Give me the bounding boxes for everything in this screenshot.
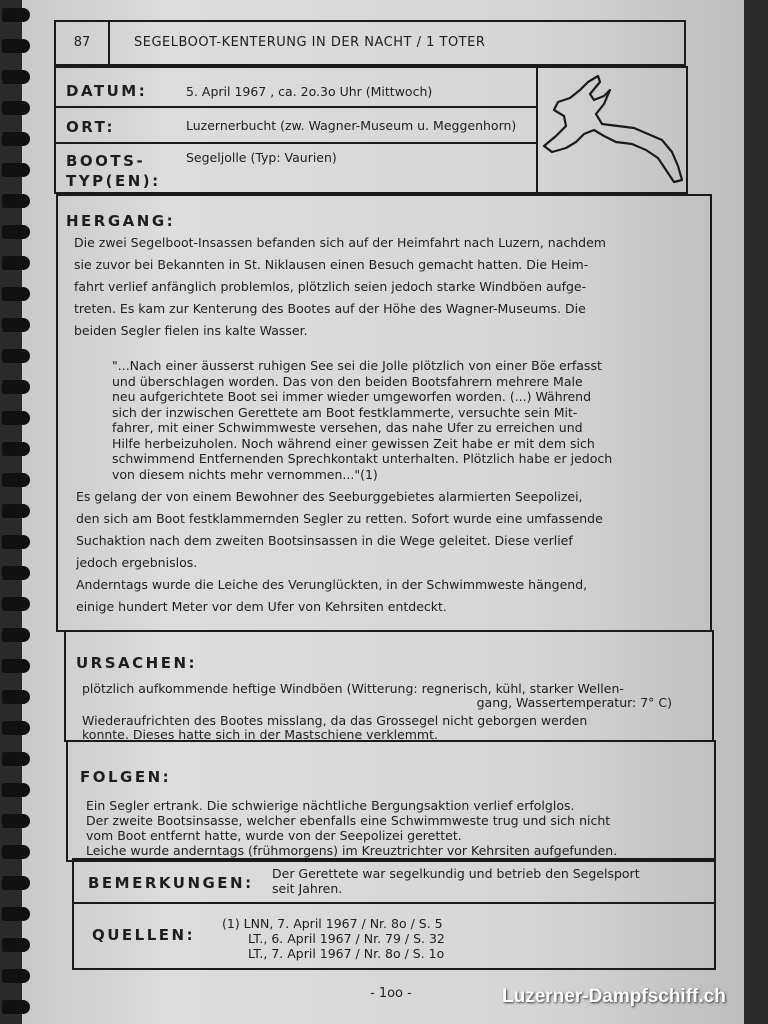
header-box xyxy=(54,20,686,66)
text-line: jedoch ergebnislos. xyxy=(76,555,198,570)
binding-ring xyxy=(2,411,30,425)
hergang-quote xyxy=(112,358,690,482)
info-box xyxy=(54,66,538,194)
text-line: Wiederaufrichten des Bootes misslang, da das Grossegel nicht geborgen werden xyxy=(82,713,588,728)
binding-ring xyxy=(2,349,30,363)
map-box xyxy=(536,66,688,194)
text-line: seit Jahren. xyxy=(272,881,343,896)
binding-ring xyxy=(2,845,30,859)
folgen-box xyxy=(66,740,716,862)
bemerkungen-text xyxy=(272,866,640,896)
folgen-label: FOLGEN: xyxy=(80,768,172,786)
quellen-box xyxy=(72,902,716,970)
hergang-label: HERGANG: xyxy=(66,212,176,230)
report-number: 87 xyxy=(56,22,110,64)
text-line: treten. Es kam zur Kenterung des Bootes auf der Höhe des Wagner-Museums. Die xyxy=(74,301,586,316)
binding-ring xyxy=(2,535,30,549)
text-line: den sich am Boot festklammernden Segler zu retten. Sofort wurde eine umfassende xyxy=(76,511,603,526)
hergang-para2 xyxy=(76,486,690,618)
text-line: beiden Segler fielen ins kalte Wasser. xyxy=(74,323,308,338)
ursachen-text xyxy=(82,682,702,742)
ursachen-label: URSACHEN: xyxy=(76,654,198,672)
binding-ring xyxy=(2,39,30,53)
binding-ring xyxy=(2,194,30,208)
bootstyp-label-2: TYP(EN): xyxy=(66,172,161,190)
text-line: sie zuvor bei Bekannten in St. Niklausen einen Besuch gemacht hatten. Die Heim- xyxy=(74,257,589,272)
text-line: Die zwei Segelboot-Insassen befanden sich auf der Heimfahrt nach Luzern, nachdem xyxy=(74,235,606,250)
text-line: von diesem nichts mehr vernommen..."(1) xyxy=(112,466,378,482)
binding-ring xyxy=(2,659,30,673)
report-title: SEGELBOOT-KENTERUNG IN DER NACHT / 1 TOTER xyxy=(134,35,486,50)
text-line: LT., 7. April 1967 / Nr. 8o / S. 1o xyxy=(248,946,445,961)
binding-ring xyxy=(2,814,30,828)
text-line: Ein Segler ertrank. Die schwierige nächtliche Bergungsaktion verlief erfolglos. xyxy=(86,798,575,813)
text-line: vom Boot entfernt hatte, wurde von der Seepolizei gerettet. xyxy=(86,828,462,843)
binding-ring xyxy=(2,783,30,797)
binding-ring xyxy=(2,566,30,580)
text-line: sich der inzwischen Gerettete am Boot festklammerte, versuchte sein Mit- xyxy=(112,404,578,420)
lake-map-icon xyxy=(538,68,686,192)
page-number: - 1oo - xyxy=(370,986,412,1001)
text-line: konnte. Dieses hatte sich in der Mastschiene verklemmt. xyxy=(82,727,438,742)
binding-ring xyxy=(2,1000,30,1014)
binding-ring xyxy=(2,752,30,766)
ort-value: Luzernerbucht (zw. Wagner-Museum u. Meggenhorn) xyxy=(186,118,517,133)
binding-ring xyxy=(2,318,30,332)
binding-ring xyxy=(2,70,30,84)
text-line: Suchaktion nach dem zweiten Bootsinsassen in die Wege geleitet. Diese verlief xyxy=(76,533,573,548)
binding-ring xyxy=(2,969,30,983)
binding-ring xyxy=(2,907,30,921)
text-line: fahrer, mit einer Schwimmweste versehen, das nahe Ufer zu erreichen und xyxy=(112,420,583,435)
binding-ring xyxy=(2,380,30,394)
text-line: Der Gerettete war segelkundig und betrieb den Segelsport xyxy=(272,866,640,881)
text-line: "...Nach einer äusserst ruhigen See sei die Jolle plötzlich von einer Böe erfasst xyxy=(112,358,602,373)
datum-label: DATUM: xyxy=(66,82,148,100)
quellen-text xyxy=(222,916,445,961)
binding-ring xyxy=(2,938,30,952)
hergang-para1 xyxy=(74,232,684,342)
text-line: LT., 6. April 1967 / Nr. 79 / S. 32 xyxy=(248,931,445,946)
binding-ring xyxy=(2,876,30,890)
binding-ring xyxy=(2,504,30,518)
folgen-text xyxy=(86,798,706,858)
text-line: gang, Wassertemperatur: 7° C) xyxy=(476,695,672,710)
quellen-label: QUELLEN: xyxy=(92,926,196,944)
text-line: Leiche wurde anderntags (frühmorgens) im Kreuztrichter vor Kehrsiten aufgefunden. xyxy=(86,843,618,858)
binding-ring xyxy=(2,690,30,704)
watermark: Luzerner-Dampfschiff.ch xyxy=(502,986,726,1007)
binding-ring xyxy=(2,287,30,301)
bemerkungen-box xyxy=(72,858,716,904)
binding-ring xyxy=(2,163,30,177)
text-line: neu aufgerichtete Boot sei immer wieder umgeworfen worden. (...) Während xyxy=(112,389,592,404)
binding-ring xyxy=(2,8,30,22)
binding-ring xyxy=(2,442,30,456)
text-line: Der zweite Bootsinsasse, welcher ebenfalls eine Schwimmweste trug und sich nicht xyxy=(86,813,611,828)
binding-ring xyxy=(2,101,30,115)
text-line: fahrt verlief anfänglich problemlos, plötzlich seien jedoch starke Windböen aufge- xyxy=(74,279,587,294)
text-line: Es gelang der von einem Bewohner des Seeburggebietes alarmierten Seepolizei, xyxy=(76,489,583,504)
text-line: (1) LNN, 7. April 1967 / Nr. 8o / S. 5 xyxy=(222,916,443,931)
hergang-box xyxy=(56,194,712,632)
bootstyp-label-1: BOOTS- xyxy=(66,152,146,170)
text-line: schwimmend Entfernenden Sprechkontakt unterhalten. Plötzlich habe er jedoch xyxy=(112,451,613,466)
binding-ring xyxy=(2,132,30,146)
bootstyp-value: Segeljolle (Typ: Vaurien) xyxy=(186,150,337,165)
text-line: Hilfe herbeizuholen. Noch während einer gewissen Zeit habe er mit dem sich xyxy=(112,435,595,451)
binding-ring xyxy=(2,473,30,487)
spiral-binding xyxy=(0,0,40,1024)
text-line: und überschlagen worden. Das von den beiden Bootsfahrern mehrere Male xyxy=(112,373,583,389)
binding-ring xyxy=(2,721,30,735)
binding-ring xyxy=(2,225,30,239)
datum-value: 5. April 1967 , ca. 2o.3o Uhr (Mittwoch) xyxy=(186,84,433,99)
ursachen-box xyxy=(64,630,714,742)
text-line: plötzlich aufkommende heftige Windböen (Witterung: regnerisch, kühl, starker Wellen- xyxy=(82,681,624,696)
binding-ring xyxy=(2,256,30,270)
binding-ring xyxy=(2,628,30,642)
ort-label: ORT: xyxy=(66,118,116,136)
bemerkungen-label: BEMERKUNGEN: xyxy=(88,874,254,892)
text-line: einige hundert Meter vor dem Ufer von Kehrsiten entdeckt. xyxy=(76,599,447,614)
binding-ring xyxy=(2,597,30,611)
text-line: Anderntags wurde die Leiche des Verunglückten, in der Schwimmweste hängend, xyxy=(76,577,588,592)
